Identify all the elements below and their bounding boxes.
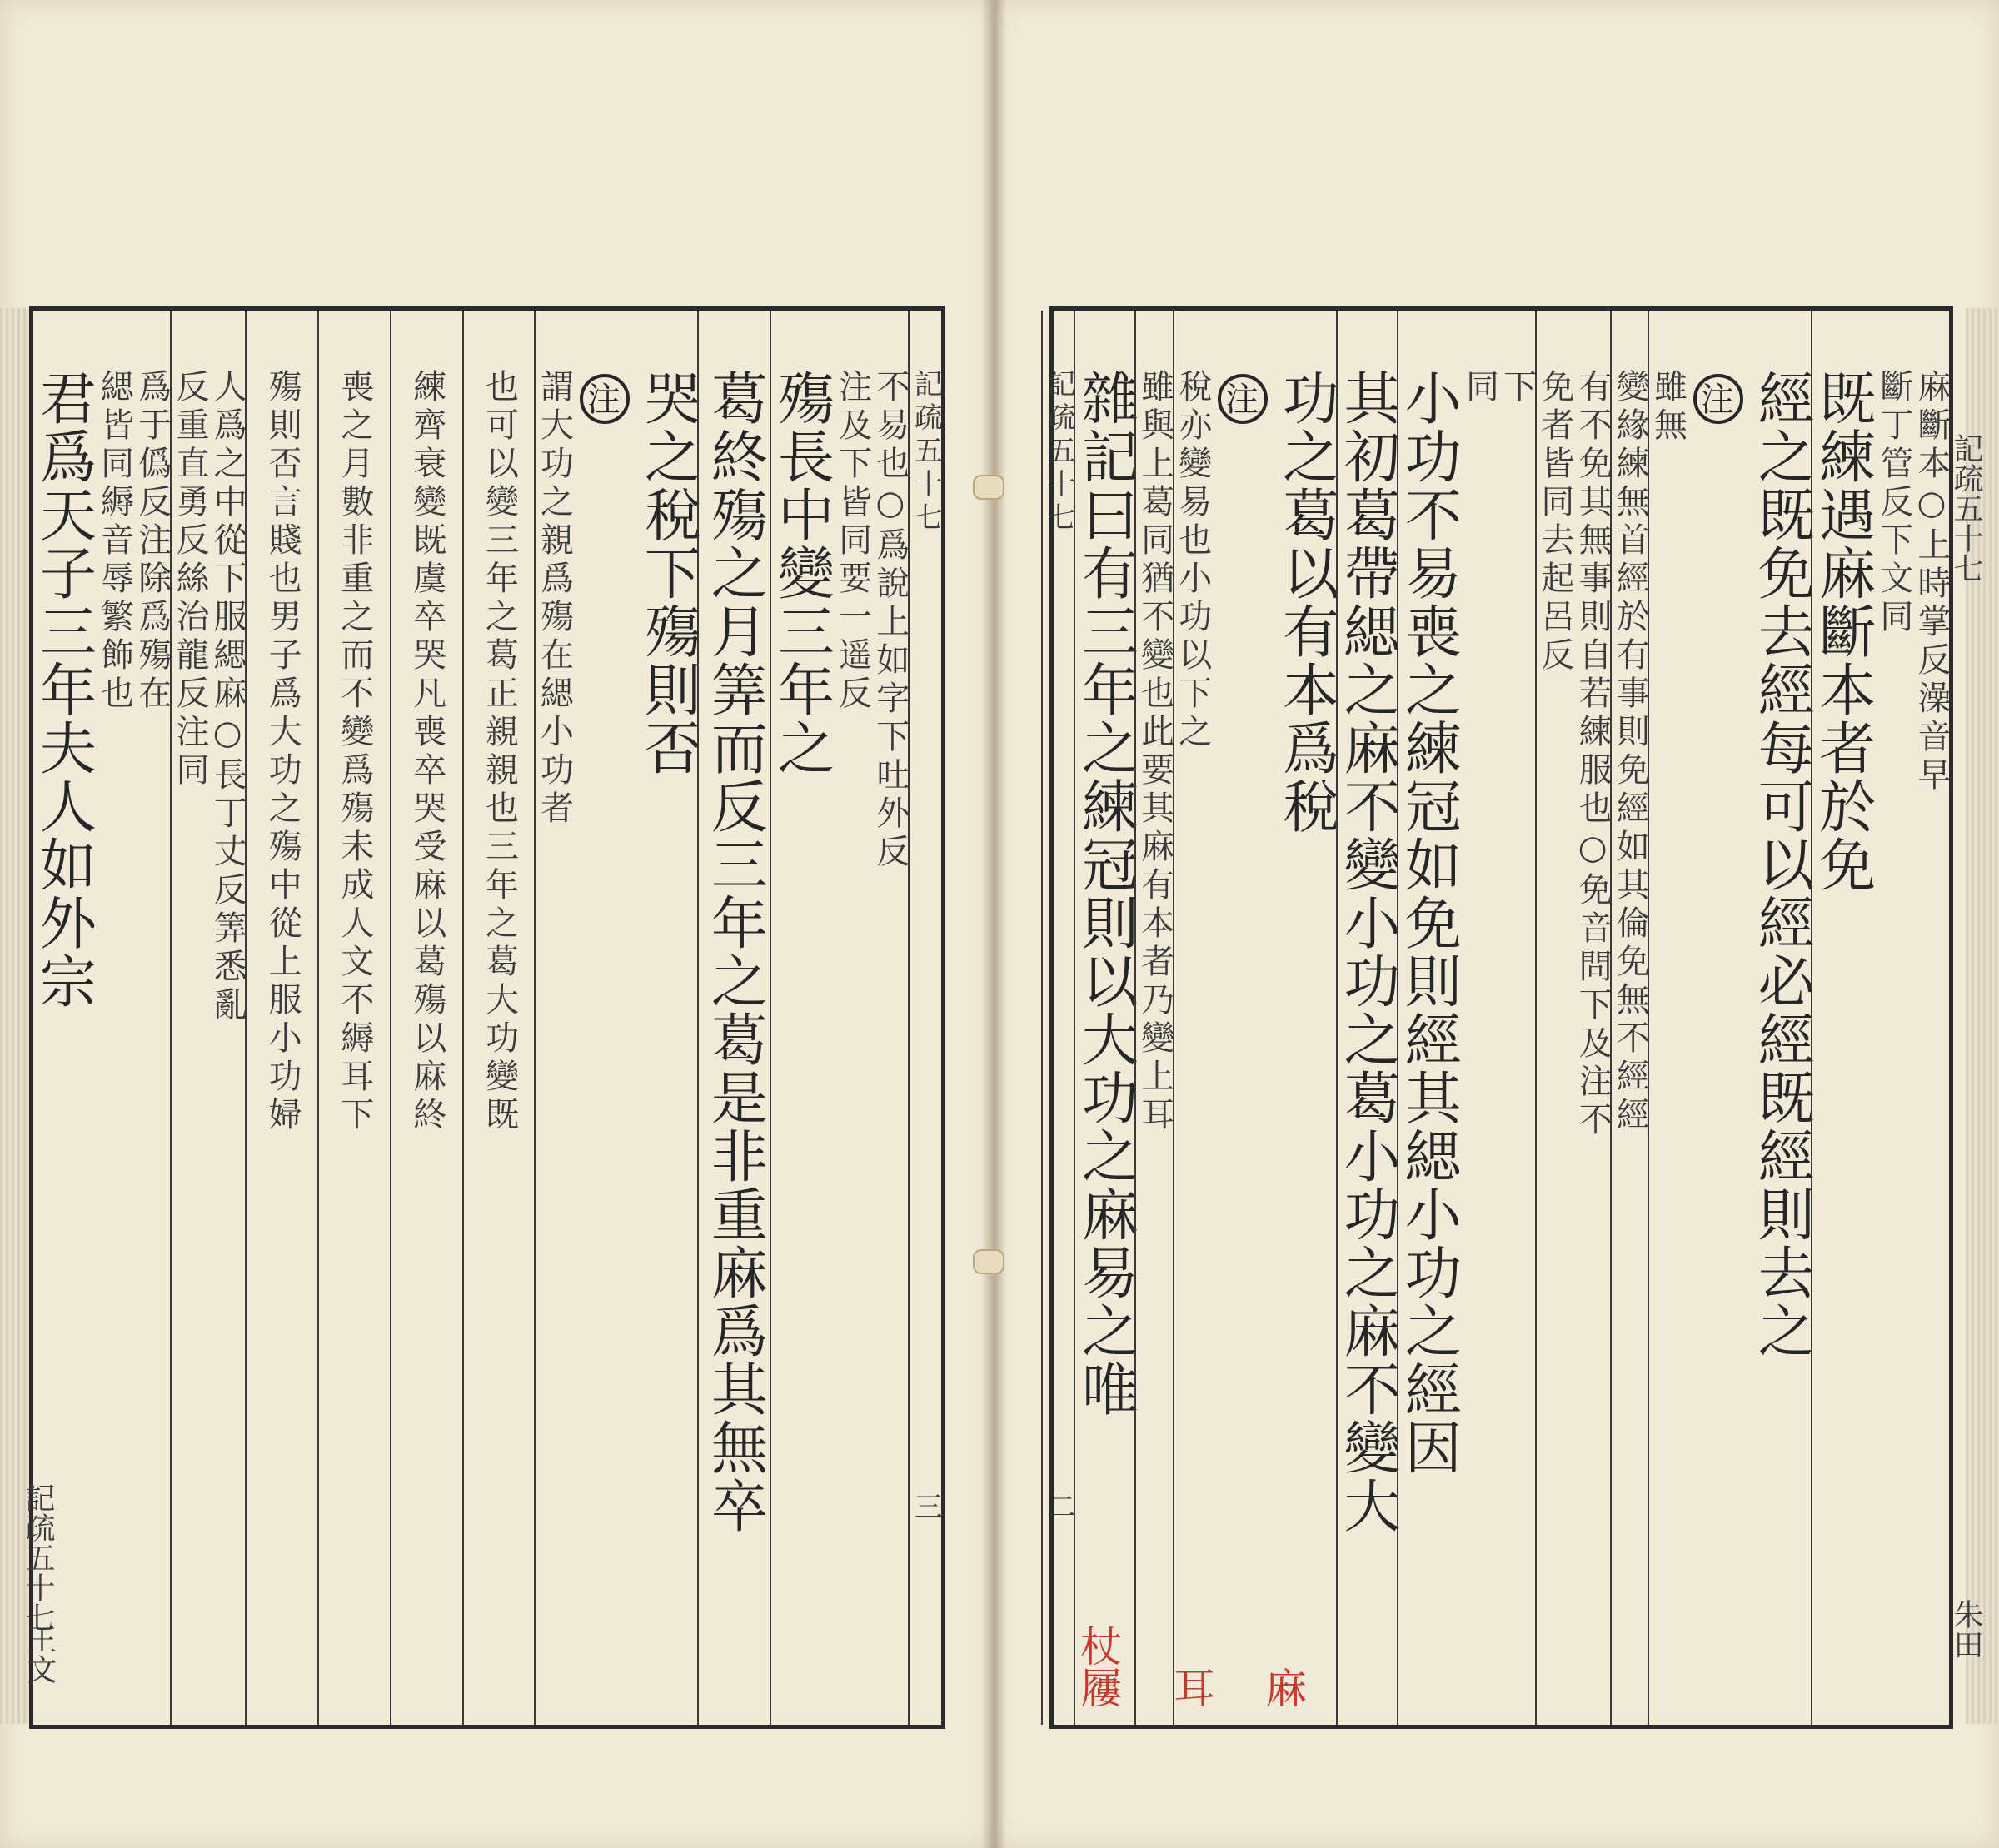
right-page-centerfold-leaf: 二 xyxy=(1042,1492,1075,1525)
text-column xyxy=(1134,311,1172,1725)
commentary-note xyxy=(1460,369,1537,1725)
commentary-marker: 注 xyxy=(580,374,630,424)
left-page-columns xyxy=(30,311,943,1725)
commentary-note xyxy=(480,369,519,1725)
main-text: 既練遇麻斷本者於免 xyxy=(1809,369,1876,894)
left-page-corner-label: 王文 xyxy=(22,1624,57,1684)
text-column xyxy=(770,311,908,1725)
commentary-note xyxy=(535,369,574,1725)
red-annotation-mark: 麻 xyxy=(1259,1666,1307,1708)
commentary-line: 人爲之中從下服緦麻○長丁丈反筭悉亂 xyxy=(208,369,247,1025)
red-annotation-mark: 杖屨 xyxy=(1074,1625,1122,1708)
right-page-columns xyxy=(1042,311,1951,1725)
commentary-line: 反重直勇反絲治龍反注同 xyxy=(170,369,209,790)
commentary-line: 變緣練無首經於有事則免經如其倫免無不經經 xyxy=(1611,369,1650,1135)
main-text: 殤長中變三年之 xyxy=(768,369,835,777)
right-page-centerfold-title: 記疏五十七 xyxy=(1042,369,1075,535)
commentary-line: 下 xyxy=(1498,369,1537,407)
right-page-margin-label: 記疏五十七 xyxy=(1949,433,1983,583)
text-column xyxy=(1173,311,1339,1725)
commentary-note xyxy=(1649,369,1685,1725)
commentary-note xyxy=(1174,369,1210,1725)
main-text: 功之葛以有本爲稅 xyxy=(1273,369,1339,835)
text-column xyxy=(534,311,701,1725)
text-column xyxy=(1811,311,1949,1725)
right-page-corner-label: 朱田 xyxy=(1949,1599,1983,1659)
commentary-line: 殤則否言賤也男子爲大功之殤中從上服小功婦 xyxy=(263,369,302,1135)
text-column xyxy=(390,311,462,1725)
right-page-centerfold xyxy=(1041,311,1074,1725)
text-column xyxy=(462,311,535,1725)
commentary-line: 喪之月數非重之而不變爲殤未成人文不縟耳下 xyxy=(335,369,374,1135)
main-text: 經之既免去經每可以經必經既經則去之 xyxy=(1748,369,1815,1360)
commentary-note xyxy=(1876,369,1949,1725)
commentary-marker-wrap xyxy=(1214,369,1273,1725)
commentary-marker-wrap xyxy=(576,369,635,1725)
main-text: 葛終殤之月筭而反三年之葛是非重麻爲其無卒 xyxy=(701,369,768,1535)
text-column xyxy=(1397,311,1535,1725)
text-column xyxy=(1648,311,1815,1725)
commentary-line: 麻斷本○上時掌反澡音早 xyxy=(1912,369,1951,795)
text-column xyxy=(1535,311,1613,1725)
binding-thread-top xyxy=(973,475,1004,500)
commentary-line: 緦皆同縟音辱繁飾也 xyxy=(95,369,134,714)
commentary-line: 不易也○爲說上如字下吐外反 xyxy=(870,369,910,872)
commentary-line: 爲于僞反注除爲殤在 xyxy=(132,369,172,714)
commentary-line: 免者皆同去起呂反 xyxy=(1535,369,1574,675)
text-column xyxy=(1333,311,1400,1725)
commentary-note xyxy=(336,369,372,1725)
right-page xyxy=(994,0,1999,1848)
book-spine xyxy=(981,0,1006,1848)
binding-thread-bottom xyxy=(973,1249,1004,1274)
text-column xyxy=(1610,311,1648,1725)
commentary-note xyxy=(833,369,910,1725)
main-text: 雜記曰有三年之練冠則以大功之麻易之唯 xyxy=(1072,369,1139,1418)
commentary-note xyxy=(1535,369,1613,1725)
commentary-line: 同 xyxy=(1460,369,1499,407)
main-text: 哭之稅下殤則否 xyxy=(635,369,701,777)
left-page-frame xyxy=(29,306,945,1729)
commentary-note xyxy=(264,369,300,1725)
commentary-line: 雖無 xyxy=(1648,369,1687,446)
left-page xyxy=(0,0,994,1848)
commentary-marker-wrap xyxy=(1688,369,1747,1725)
commentary-line: 稅亦變易也小功以下之 xyxy=(1173,369,1212,752)
main-text: 其初葛帶緦之麻不變小功之葛小功之麻不變大 xyxy=(1333,369,1400,1535)
commentary-line: 練齊衰變既虞卒哭凡喪卒哭受麻以葛殤以麻終 xyxy=(407,369,446,1135)
commentary-line: 注及下皆同要一遥反 xyxy=(833,369,872,714)
text-column xyxy=(245,311,317,1725)
left-page-centerfold-leaf: 三 xyxy=(909,1492,943,1525)
left-page-centerfold xyxy=(908,311,941,1725)
text-column xyxy=(317,311,390,1725)
left-page-centerfold-title: 記疏五十七 xyxy=(909,369,943,535)
red-annotation-mark: 耳 xyxy=(1167,1666,1215,1708)
right-page-frame xyxy=(1042,306,1953,1729)
commentary-note xyxy=(409,369,445,1725)
commentary-note xyxy=(1136,369,1172,1725)
text-column xyxy=(1072,311,1139,1725)
text-column xyxy=(697,311,770,1725)
commentary-line: 有不免其無事則自若練服也○免音問下及注不 xyxy=(1573,369,1613,1140)
commentary-line: 斷丁管反下文同 xyxy=(1874,369,1913,637)
commentary-line: 謂大功之親爲殤在緦小功者 xyxy=(535,369,574,829)
commentary-note xyxy=(172,369,245,1725)
main-text: 君爲天子三年夫人如外宗 xyxy=(30,369,97,1010)
commentary-line: 雖與上葛同猶不變也此要其麻有本者乃變上耳 xyxy=(1135,369,1174,1135)
commentary-note xyxy=(95,369,172,1725)
commentary-note xyxy=(1612,369,1648,1725)
commentary-marker: 注 xyxy=(1693,374,1743,424)
left-page-margin-label: 記疏五十七 xyxy=(21,1482,55,1632)
commentary-line: 也可以變三年之葛正親親也三年之葛大功變既 xyxy=(480,369,519,1135)
text-column xyxy=(170,311,245,1725)
main-text: 小功不易喪之練冠如免則經其緦小功之經因 xyxy=(1395,369,1462,1477)
commentary-marker: 注 xyxy=(1218,374,1268,424)
